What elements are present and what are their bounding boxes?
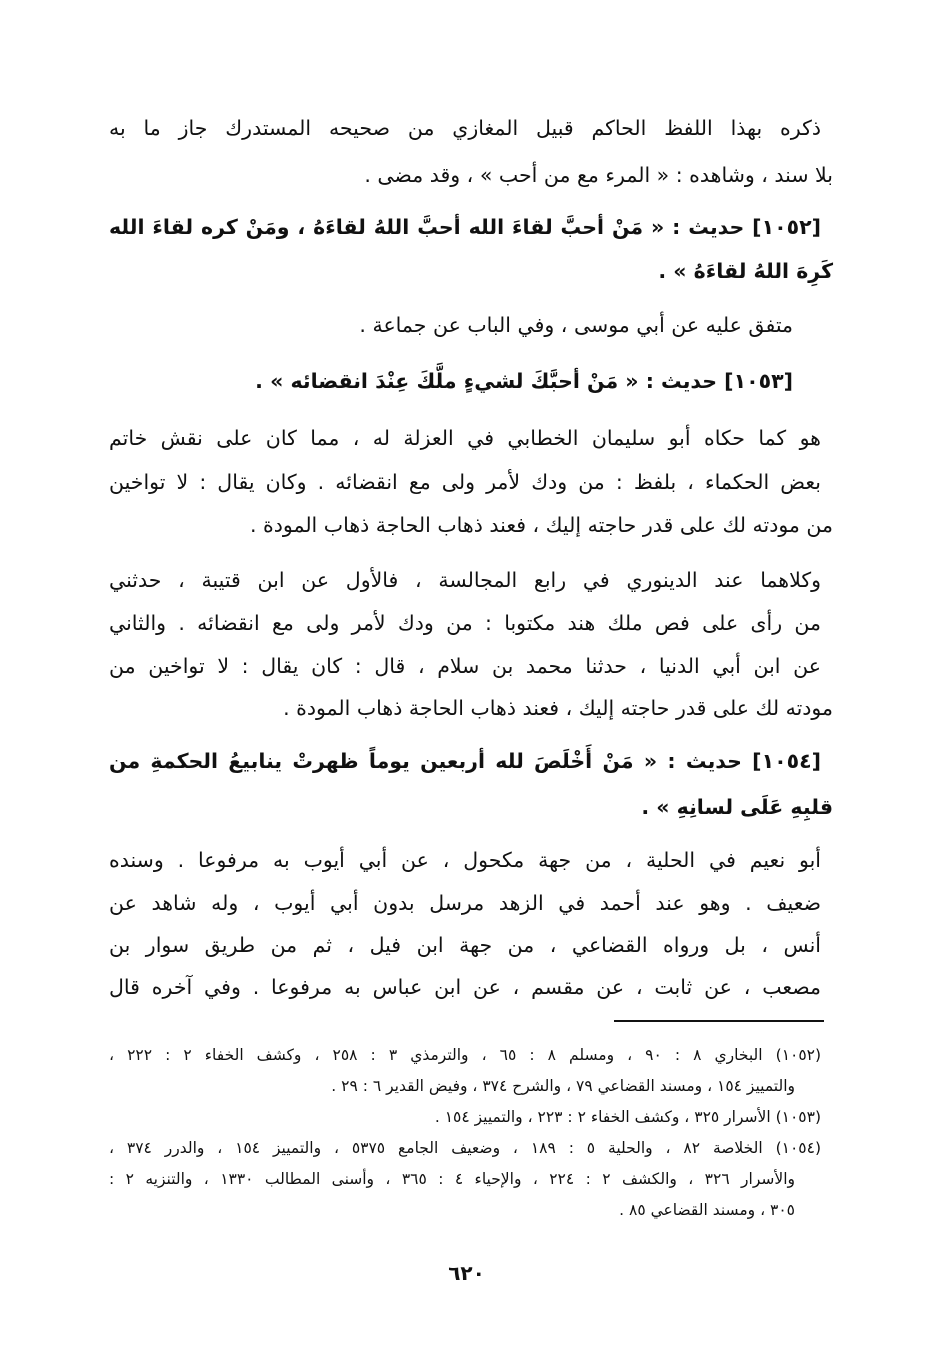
footnote-line: والأسرار ٣٢٦ ، والكشف ٢ : ٢٢٤ ، والإحياء ٤ : ٣٦٥ ، وأسنى المطالب ١٣٣٠ ، والتنزيه ٢ : (109, 1170, 796, 1188)
footnote-1052: (١٠٥٢) البخاري ٨ : ٩٠ ، ومسلم ٨ : ٦٥ ، والترمذي ٣ : ٢٥٨ ، وكشف الخفاء ٢ : ٢٢٢ ، (109, 1046, 822, 1064)
text-line: متفق عليه عن أبي موسى ، وفي الباب عن جماعة . (359, 313, 793, 337)
text-line: عن ابن أبي الدنيا ، حدثنا محمد بن سلام ، قال : كان يقال : لا تواخين من (109, 654, 821, 678)
footnote-line: والتمييز ١٥٤ ، ومسند القضاعي ٧٩ ، والشرح ٣٧٤ ، وفيض القدير ٦ : ٢٩ . (331, 1077, 795, 1095)
hadith-line: قلبِهِ عَلَى لسانِهِ » . (641, 795, 833, 819)
text-line: ذكره بهذا اللفظ الحاكم قبيل المغازي من صحيحه المستدرك جاز ما به (109, 116, 821, 140)
text-line: بلا سند ، وشاهده : « المرء مع من أحب » ، وقد مضى . (364, 163, 833, 187)
text-line: أبو نعيم في الحلية ، من جهة مكحول ، عن أبي أيوب به مرفوعا . وسنده (109, 848, 821, 872)
footnote-line: ٣٠٥ ، ومسند القضاعي ٨٥ . (619, 1201, 795, 1219)
text-line: ضعيف . وهو عند أحمد في الزهد مرسل بدون أبي أيوب ، وله شاهد عن (109, 891, 821, 915)
hadith-line: [١٠٥٤] حديث : « مَنْ أَخْلَصَ لله أربعين يوماً ظهرتْ ينابيعُ الحكمةِ من (109, 749, 821, 773)
text-line: وكلاهما عند الدينوري في رابع المجالسة ، فالأول عن ابن قتيبة ، حدثني (109, 568, 821, 592)
hadith-line: [١٠٥٢] حديث : « مَنْ أحبَّ لقاءَ الله أحبَّ اللهُ لقاءَهُ ، ومَنْ كره لقاءَ الله (109, 215, 821, 239)
text-line: أنس ، بل ورواه القضاعي ، من جهة ابن فيل ، ثم من طريق سوار بن (109, 933, 821, 957)
text-line: من رأى على فص ملك هند مكتوبا : من ودك لأمر ولى مع انقضائه . والثاني (109, 611, 821, 635)
footnote-1053: (١٠٥٣) الأسرار ٣٢٥ ، وكشف الخفاء ٢ : ٢٢٣ ، والتمييز ١٥٤ . (434, 1108, 821, 1126)
text-line: مصعب ، عن ثابت ، عن مقسم ، عن ابن عباس به مرفوعا . وفي آخره قال (109, 975, 821, 999)
text-line: مودته لك على قدر حاجته إليك ، فعند ذهاب الحاجة ذهاب المودة . (283, 696, 833, 720)
hadith-line: كَرِهَ اللهُ لقاءَهُ » . (658, 259, 833, 283)
hadith-line: [١٠٥٣] حديث : « مَنْ أحبَّكَ لشيءٍ ملَّكَ عِنْدَ انقضائه » . (255, 369, 793, 393)
page-number: ٦٢٠ (448, 1261, 485, 1285)
footnote-1054: (١٠٥٤) الخلاصة ٨٢ ، والحلية ٥ : ١٨٩ ، وضعيف الجامع ٥٣٧٥ ، والتمييز ١٥٤ ، والدرر ٣٧٤ ، (109, 1139, 821, 1157)
footnote-separator (614, 1020, 824, 1022)
text-line: من مودته لك على قدر حاجته إليك ، فعند ذهاب الحاجة ذهاب المودة . (249, 513, 833, 537)
text-line: هو كما حكاه أبو سليمان الخطابي في العزلة له ، مما كان على نقش خاتم (109, 426, 821, 450)
text-line: بعض الحكماء ، بلفظ : من ودك لأمر ولى مع انقضائه . وكان يقال : لا تواخين (109, 470, 821, 494)
